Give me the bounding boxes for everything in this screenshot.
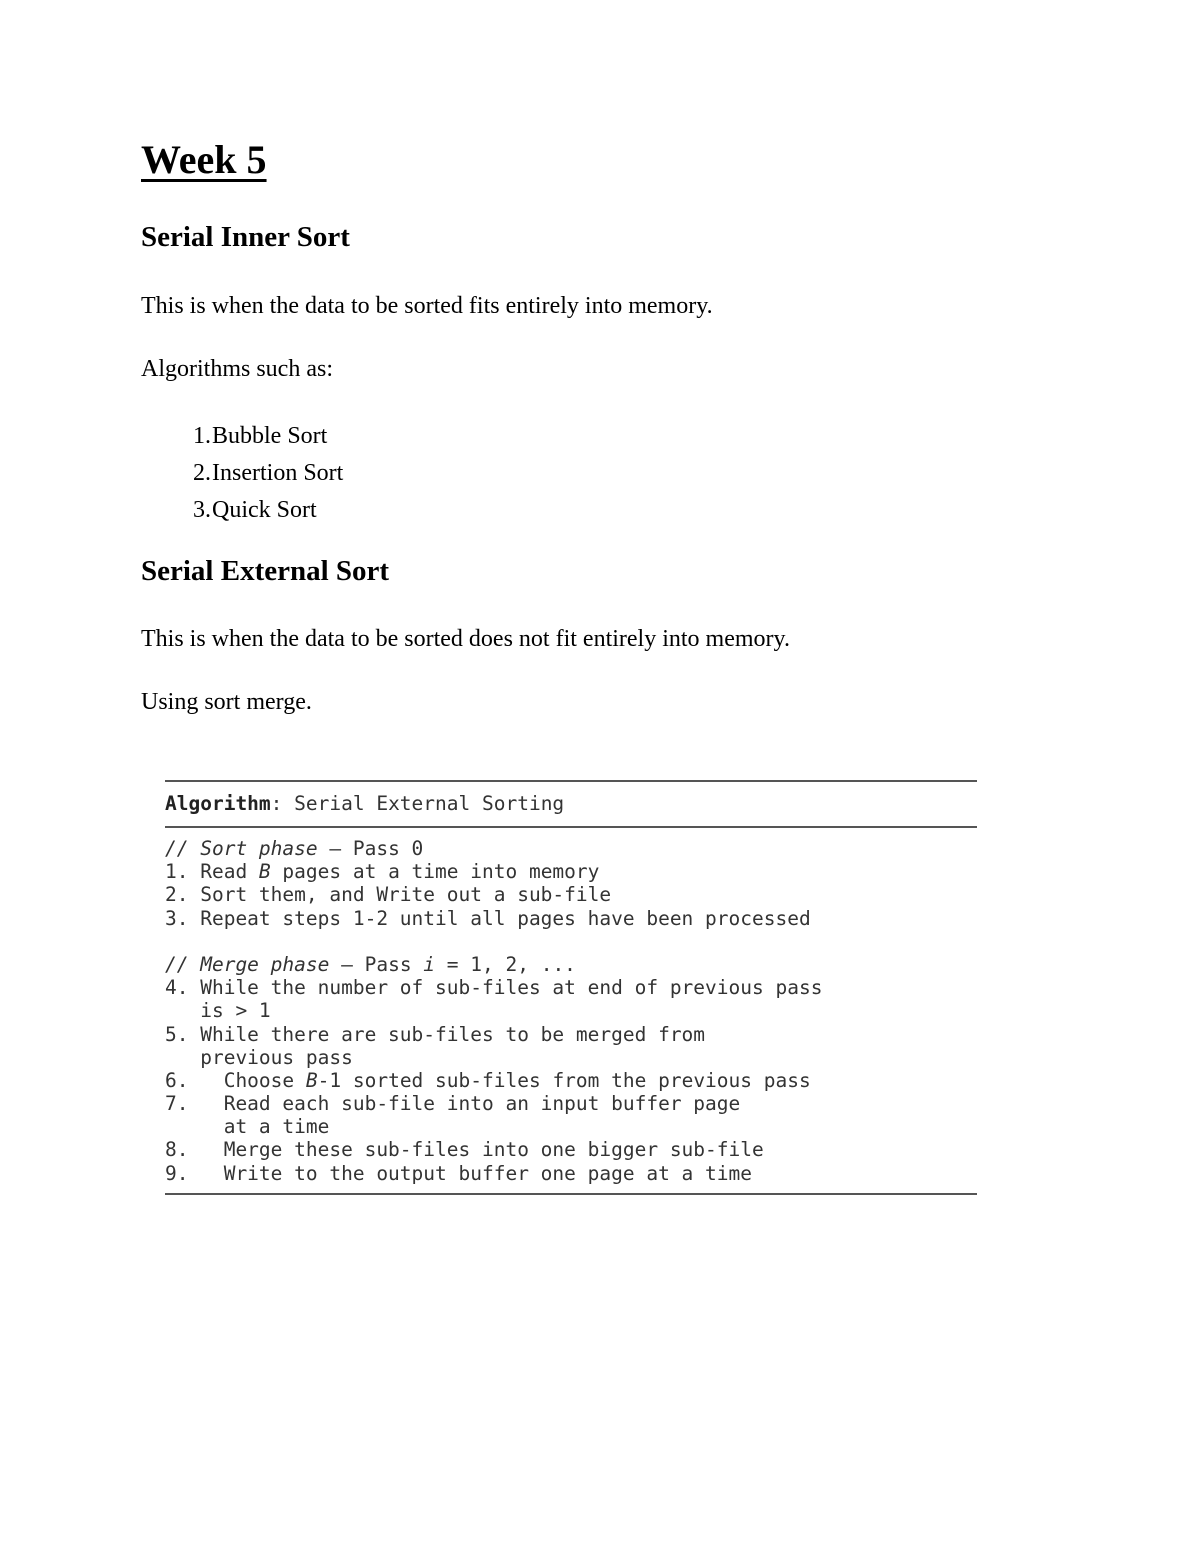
algorithm-line <box>165 1138 977 1161</box>
algorithms-lead: Algorithms such as: <box>141 356 333 382</box>
line-text: pages at a time into memory <box>270 860 600 884</box>
algorithm-list <box>141 418 343 529</box>
merge-phase-comment <box>165 953 977 976</box>
list-item-label: Quick Sort <box>212 497 317 523</box>
inner-sort-description: This is when the data to be sorted fits entirely into memory. <box>141 293 713 319</box>
comment-suffix: = 1, 2, ... <box>435 952 576 976</box>
algorithm-line <box>165 1115 977 1138</box>
line-text: 1. Read <box>165 860 259 884</box>
spacer <box>165 930 977 953</box>
line-text: previous pass <box>165 1045 353 1069</box>
algorithm-line <box>165 907 977 930</box>
line-variable: B <box>305 1068 318 1092</box>
list-item-number: 1. <box>193 423 211 449</box>
bottom-rule <box>165 1193 977 1195</box>
list-item-number: 2. <box>193 460 211 486</box>
section-heading-external-sort: Serial External Sort <box>141 555 390 587</box>
algorithm-body <box>165 828 977 1193</box>
algorithm-line <box>165 999 977 1022</box>
line-text: 2. Sort them, and Write out a sub-file <box>165 883 612 907</box>
line-text: at a time <box>165 1115 330 1139</box>
comment-text: // Sort phase <box>165 837 318 860</box>
algorithm-figure <box>165 780 977 1195</box>
line-text: is > 1 <box>165 999 271 1023</box>
algorithm-line <box>165 1162 977 1185</box>
list-item-label: Bubble Sort <box>212 423 328 449</box>
comment-suffix: – Pass <box>329 952 424 976</box>
algorithm-line <box>165 1046 977 1069</box>
algorithm-line <box>165 860 977 883</box>
section-heading-inner-sort: Serial Inner Sort <box>141 221 350 253</box>
line-text: 8. Merge these sub-files into one bigger sub-file <box>165 1138 764 1162</box>
algorithm-keyword: Algorithm <box>165 792 271 815</box>
algorithm-header <box>165 782 977 826</box>
list-item <box>141 418 343 455</box>
algorithm-line <box>165 1023 977 1046</box>
sort-phase-comment <box>165 837 977 860</box>
algorithm-line <box>165 976 977 999</box>
algorithm-line <box>165 883 977 906</box>
list-item <box>141 455 343 492</box>
line-text: 3. Repeat steps 1-2 until all pages have been processed <box>165 906 811 930</box>
line-text: 7. Read each sub-file into an input buffer page <box>165 1092 741 1116</box>
external-sort-description: This is when the data to be sorted does not fit entirely into memory. <box>141 626 790 652</box>
line-variable: B <box>258 860 271 884</box>
sort-merge-note: Using sort merge. <box>141 689 312 715</box>
comment-suffix: – Pass 0 <box>317 837 424 860</box>
list-item-number: 3. <box>193 497 211 523</box>
algorithm-line <box>165 1069 977 1092</box>
line-variable: i <box>423 952 436 976</box>
algorithm-line <box>165 1092 977 1115</box>
line-text: 9. Write to the output buffer one page at a time <box>165 1161 752 1185</box>
line-text: -1 sorted sub-files from the previous pass <box>317 1068 811 1092</box>
line-text: 4. While the number of sub-files at end of previous pass <box>165 976 823 1000</box>
list-item-label: Insertion Sort <box>212 460 344 486</box>
comment-text: // Merge phase <box>165 952 330 976</box>
algorithm-name: : Serial External Sorting <box>270 792 565 815</box>
page-title: Week 5 <box>141 137 267 182</box>
line-text: 5. While there are sub-files to be merged from <box>165 1022 706 1046</box>
list-item <box>141 492 343 529</box>
line-text: 6. Choose <box>165 1068 306 1092</box>
